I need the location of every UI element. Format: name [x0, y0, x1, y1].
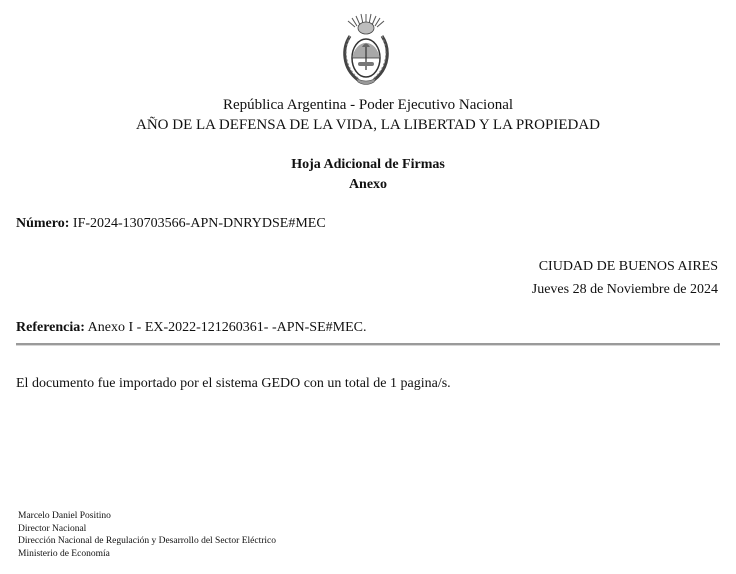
location-date: Jueves 28 de Noviembre de 2024	[531, 282, 718, 297]
signature-name: Marcelo Daniel Positino	[18, 511, 111, 521]
referencia-label: Referencia:	[16, 320, 85, 335]
body-text: El documento fue importado por el sistema GEDO con un total de 1 pagina/s.	[16, 376, 451, 391]
section-divider	[16, 343, 720, 346]
document-title: Hoja Adicional de Firmas	[291, 157, 445, 172]
referencia-row	[16, 319, 366, 337]
numero-label: Número:	[16, 216, 70, 231]
referencia-value: Anexo I - EX-2022-121260361- -APN-SE#MEC.	[87, 320, 367, 335]
header-issuer: República Argentina - Poder Ejecutivo Nacional	[222, 97, 514, 113]
coat-of-arms-icon	[336, 12, 396, 90]
numero-row	[16, 215, 326, 233]
header-year-motto: AÑO DE LA DEFENSA DE LA VIDA, LA LIBERTAD Y LA PROPIEDAD	[135, 117, 600, 133]
document-subtitle: Anexo	[348, 177, 388, 192]
numero-value: IF-2024-130703566-APN-DNRYDSE#MEC	[72, 216, 326, 231]
signature-block	[18, 510, 276, 560]
signature-role: Director Nacional	[18, 523, 87, 534]
signature-office: Dirección Nacional de Regulación y Desarrollo del Sector Eléctrico	[18, 536, 276, 546]
location-city: CIUDAD DE BUENOS AIRES	[538, 259, 718, 274]
signature-ministry: Ministerio de Economía	[18, 548, 110, 559]
